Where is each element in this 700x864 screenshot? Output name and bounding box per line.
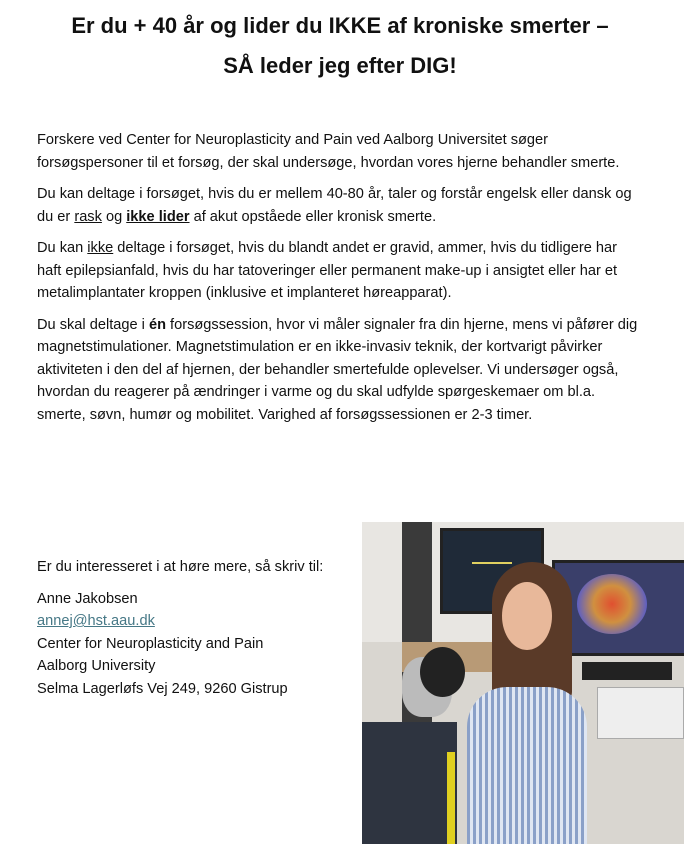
- text: af akut opståede eller kronisk smerte.: [189, 208, 437, 225]
- text: Du skal deltage i: [37, 316, 149, 333]
- contact-university: Aalborg University: [37, 658, 156, 674]
- emphasis-en: én: [148, 316, 166, 333]
- title-line-2: SÅ leder jeg efter DIG!: [223, 53, 457, 78]
- emphasis-ikke-lider: ikke lider: [126, 208, 190, 225]
- contact-center: Center for Neuroplasticity and Pain: [37, 635, 264, 652]
- paragraph-exclusion: [37, 237, 643, 305]
- paragraph-intro: Forskere ved Center for Neuroplasticity and Pain ved Aalborg Universitet søger forsøgspersoner til et forsøg, der skal undersøge, hvordan vores hjerne behandler smerte.: [37, 132, 620, 171]
- emphasis-rask: rask: [74, 208, 102, 225]
- title-line-1: Er du + 40 år og lider du IKKE af kroniske smerter –: [71, 13, 609, 38]
- text: Du kan: [37, 240, 88, 256]
- page-title: [20, 6, 660, 86]
- paragraph-session: [37, 314, 643, 427]
- contact-address: Selma Lagerløfs Vej 249, 9260 Gistrup: [37, 680, 288, 697]
- contact-block: [37, 556, 323, 700]
- paragraph-eligibility: [37, 183, 643, 228]
- text: Du kan deltage i forsøget, hvis du er mellem 40-80 år, taler og forstår engelsk eller dansk og du er: [37, 186, 632, 225]
- body-text: [37, 129, 643, 435]
- text: forsøgssession, hvor vi måler signaler fra din hjerne, mens vi påfører dig magnetstimulationer. Magnetstimulation er en ikke-invasiv teknik, der kortvarigt påvirker aktiviteten i den del af hjernen, der behandler smertefulde oplevelser. Vi undersøger også, hvordan du reagerer på ændringer i varme og du skal udfylde spørgeskemaer om bl.a. smerte, søvn, humør og mobilitet. Varighed af forsøgssessionen er 2-3 timer.: [37, 316, 638, 423]
- contact-intro: Er du interesseret i at høre mere, så skriv til:: [37, 559, 324, 575]
- emphasis-ikke: ikke: [87, 240, 114, 256]
- text: deltage i forsøget, hvis du blandt andet er gravid, ammer, hvis du tidligere har haft epilepsianfald, hvis du har tatoveringer eller permanent make-up i ansigtet eller har et metalimplantater kroppen (inklusive et implanteret høreapparat).: [37, 240, 618, 301]
- contact-name: Anne Jakobsen: [37, 590, 138, 607]
- contact-email-link[interactable]: annej@hst.aau.dk: [37, 613, 155, 629]
- lab-photo: [362, 522, 684, 844]
- text: og: [101, 208, 127, 225]
